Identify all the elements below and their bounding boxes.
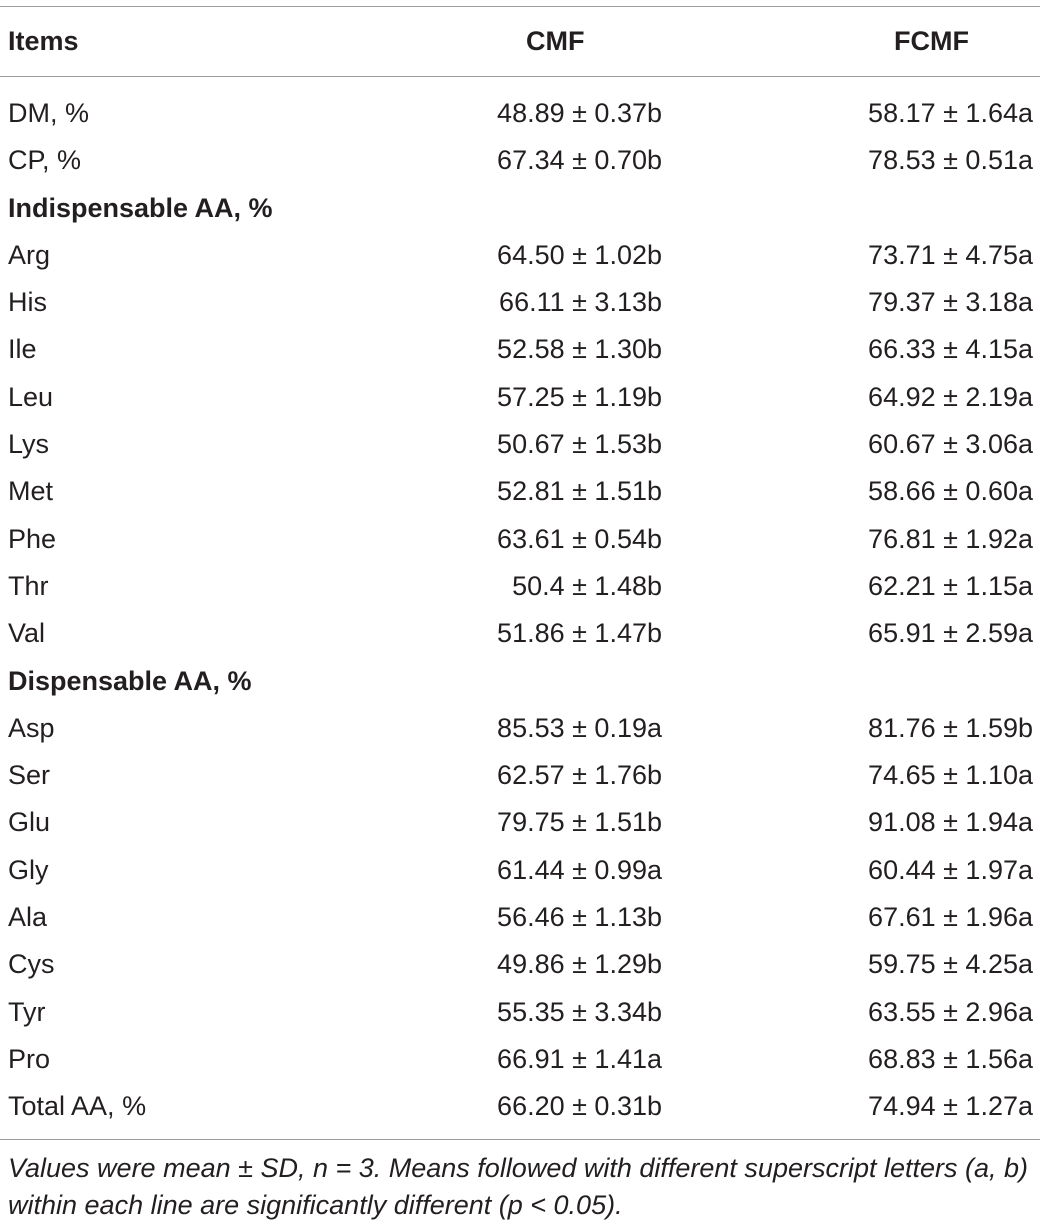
cmf-value: 49.86 ± 1.29b <box>497 949 662 980</box>
fcmf-value: 58.17 ± 1.64a <box>868 98 1033 128</box>
header-fcmf: FCMF <box>894 26 969 56</box>
row-item-label: Glu <box>8 807 51 838</box>
fcmf-value: 65.91 ± 2.59a <box>868 618 1033 649</box>
table-row <box>0 326 1040 373</box>
cmf-value: 66.91 ± 1.41a <box>497 1043 662 1074</box>
table-row <box>0 610 1040 657</box>
fcmf-value: 66.33 ± 4.15a <box>868 334 1033 365</box>
row-item-label: Leu <box>8 381 54 412</box>
row-item-label: Arg <box>8 239 51 270</box>
row-item-label: Cys <box>8 949 55 980</box>
table-body <box>0 90 1040 1131</box>
table-row <box>0 232 1040 279</box>
table-row <box>0 90 1040 137</box>
table-row <box>0 941 1040 988</box>
cmf-value: 50.67 ± 1.53b <box>497 429 662 460</box>
cmf-value: 51.86 ± 1.47b <box>497 618 662 649</box>
section-header-row <box>0 185 1040 232</box>
fcmf-value: 74.94 ± 1.27a <box>868 1091 1033 1122</box>
row-item-label: Ser <box>8 760 51 791</box>
cmf-value: 56.46 ± 1.13b <box>497 902 662 933</box>
table-row <box>0 137 1040 184</box>
row-item-label: Ile <box>8 334 37 365</box>
row-item-label: Thr <box>8 570 49 601</box>
cmf-value: 52.81 ± 1.51b <box>497 476 662 507</box>
cmf-value: 50.4 ± 1.48b <box>512 570 662 601</box>
fcmf-value: 62.21 ± 1.15a <box>868 570 1033 601</box>
table-row <box>0 468 1040 515</box>
table-row <box>0 847 1040 894</box>
section-label: Indispensable AA, % <box>8 192 273 223</box>
fcmf-value: 78.53 ± 0.51a <box>868 145 1033 176</box>
row-item-label: Met <box>8 476 54 507</box>
cmf-value: 48.89 ± 0.37b <box>497 98 662 128</box>
row-item-label: Ala <box>8 902 48 933</box>
row-item-label: Pro <box>8 1043 51 1074</box>
row-item-label: Asp <box>8 712 55 743</box>
row-item-label: DM, % <box>8 98 89 128</box>
row-item-label: CP, % <box>8 145 82 176</box>
fcmf-value: 74.65 ± 1.10a <box>868 760 1033 791</box>
cmf-value: 64.50 ± 1.02b <box>497 239 662 270</box>
section-header-row <box>0 658 1040 705</box>
row-item-label: Total AA, % <box>8 1091 147 1122</box>
fcmf-value: 76.81 ± 1.92a <box>868 523 1033 554</box>
cmf-value: 57.25 ± 1.19b <box>497 381 662 412</box>
table-row <box>0 421 1040 468</box>
header-cmf: CMF <box>526 26 585 56</box>
cmf-value: 85.53 ± 0.19a <box>497 712 662 743</box>
row-item-label: Gly <box>8 854 49 885</box>
fcmf-value: 67.61 ± 1.96a <box>868 902 1033 933</box>
cmf-value: 62.57 ± 1.76b <box>497 760 662 791</box>
row-item-label: Val <box>8 618 46 649</box>
cmf-value: 61.44 ± 0.99a <box>497 854 662 885</box>
fcmf-value: 79.37 ± 3.18a <box>868 287 1033 318</box>
row-item-label: Phe <box>8 523 57 554</box>
section-label: Dispensable AA, % <box>8 665 252 696</box>
table-row <box>0 1083 1040 1130</box>
row-item-label: Lys <box>8 429 50 460</box>
table-row <box>0 279 1040 326</box>
cmf-value: 55.35 ± 3.34b <box>497 996 662 1027</box>
fcmf-value: 64.92 ± 2.19a <box>868 381 1033 412</box>
table-row <box>0 563 1040 610</box>
cmf-value: 79.75 ± 1.51b <box>497 807 662 838</box>
fcmf-value: 63.55 ± 2.96a <box>868 996 1033 1027</box>
cmf-value: 66.20 ± 0.31b <box>497 1091 662 1122</box>
table-row <box>0 894 1040 941</box>
header-items: Items <box>8 26 79 56</box>
table-row <box>0 516 1040 563</box>
fcmf-value: 73.71 ± 4.75a <box>868 239 1033 270</box>
fcmf-value: 81.76 ± 1.59b <box>868 712 1033 743</box>
row-item-label: His <box>8 287 47 318</box>
table-row <box>0 989 1040 1036</box>
table-row <box>0 374 1040 421</box>
fcmf-value: 91.08 ± 1.94a <box>868 807 1033 838</box>
fcmf-value: 58.66 ± 0.60a <box>868 476 1033 507</box>
cmf-value: 63.61 ± 0.54b <box>497 523 662 554</box>
cmf-value: 66.11 ± 3.13b <box>499 287 662 318</box>
table-row <box>0 705 1040 752</box>
table-bottom-rule <box>0 1139 1040 1140</box>
table-footnote: Values were mean ± SD, n = 3. Means followed with different superscript letters (a, b) within each line are significantly different (p < 0.05). <box>8 1153 1029 1220</box>
fcmf-value: 60.44 ± 1.97a <box>868 854 1033 885</box>
fcmf-value: 68.83 ± 1.56a <box>868 1043 1033 1074</box>
fcmf-value: 60.67 ± 3.06a <box>868 429 1033 460</box>
cmf-value: 52.58 ± 1.30b <box>497 334 662 365</box>
table-row <box>0 799 1040 846</box>
row-item-label: Tyr <box>8 996 46 1027</box>
fcmf-value: 59.75 ± 4.25a <box>868 949 1033 980</box>
table-header-row <box>0 7 1040 76</box>
table-row <box>0 752 1040 799</box>
cmf-value: 67.34 ± 0.70b <box>497 145 662 176</box>
table-header-rule <box>0 76 1040 77</box>
table-row <box>0 1036 1040 1083</box>
